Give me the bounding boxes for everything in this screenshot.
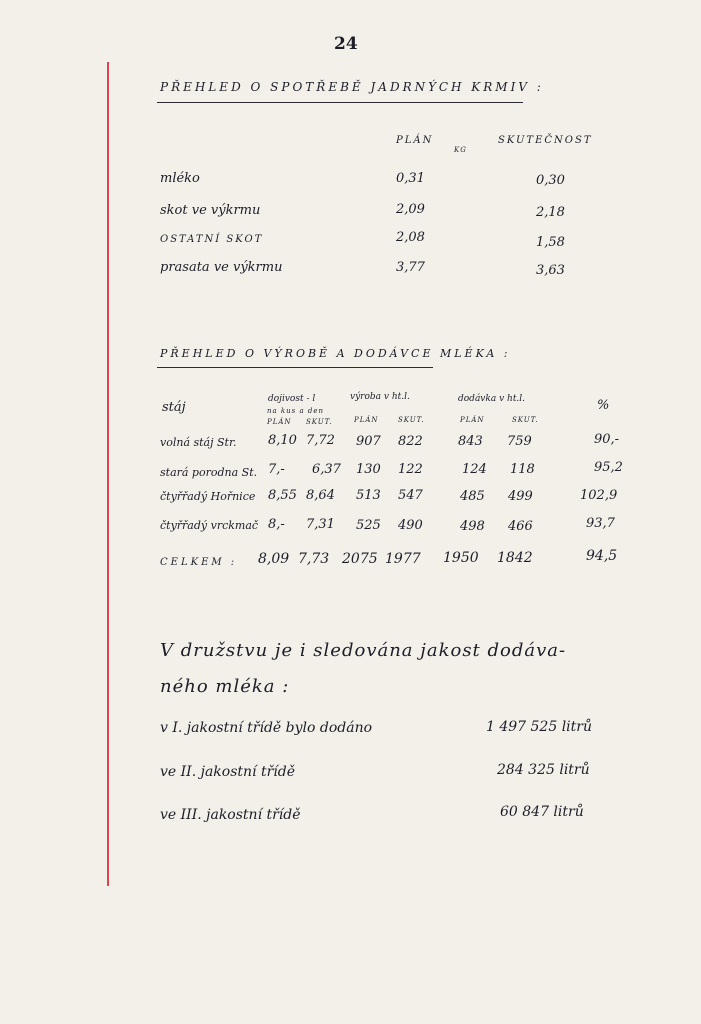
page-number: 24: [334, 34, 358, 54]
s2-cell: 525: [356, 518, 381, 533]
s2-row-label: čtyřřadý vrckmač: [160, 519, 259, 532]
s2-cell: 822: [398, 434, 423, 449]
s1-col-plan: PLÁN: [396, 135, 434, 146]
s1-row-label: prasata ve výkrmu: [160, 260, 283, 275]
s2-header-dodavka: dodávka v ht.l.: [458, 394, 526, 404]
s2-cell: 95,2: [594, 460, 623, 475]
s2-cell: 7,31: [306, 517, 335, 532]
s1-row-label: mléko: [160, 171, 200, 186]
s2-header-vyroba: výroba v ht.l.: [350, 392, 410, 402]
s3-item-value: 284 325 litrů: [497, 762, 590, 778]
s2-cell: 93,7: [586, 516, 615, 531]
s2-cell: 499: [508, 489, 533, 504]
s1-row-plan: 0,31: [396, 171, 425, 186]
s1-row-actual: 1,58: [536, 235, 565, 250]
s1-row-actual: 3,63: [536, 263, 565, 278]
s1-row-actual: 0,30: [536, 173, 565, 188]
s3-item-text: v I. jakostní třídě bylo dodáno: [160, 720, 373, 736]
s2-cell: 7,72: [306, 433, 335, 448]
s2-header-dojivost: dojivost - l: [268, 394, 316, 404]
s3-line1: V družstvu je i sledována jakost dodáva-: [160, 640, 567, 661]
s2-cell: 513: [356, 488, 381, 503]
s2-total-label: CELKEM :: [160, 557, 238, 568]
s1-row-label: OSTATNÍ SKOT: [160, 234, 264, 245]
s3-item-value: 60 847 litrů: [500, 804, 584, 820]
s2-subheader-skut: SKUT.: [306, 418, 333, 426]
section1-title: PŘEHLED O SPOTŘEBĚ JADRNÝCH KRMIV :: [160, 80, 544, 94]
s2-total-cell: 1977: [385, 551, 421, 567]
s2-total-cell: 7,73: [298, 551, 330, 567]
s2-cell: 759: [507, 434, 532, 449]
s2-subheader-plan: PLÁN: [267, 418, 292, 426]
s2-subheader-skut: SKUT.: [398, 416, 425, 424]
s2-row-label: čtyřřadý Hořnice: [160, 490, 256, 503]
s2-cell: 498: [460, 519, 485, 534]
s1-col-actual: SKUTEČNOST: [498, 135, 593, 146]
s2-row-label: volná stáj Str.: [160, 436, 237, 449]
s2-total-cell: 94,5: [586, 548, 618, 564]
s1-col-unit: KG: [454, 146, 467, 154]
s2-header-dojivost-sub: na kus a den: [267, 407, 325, 415]
s2-cell: 843: [458, 434, 483, 449]
s2-subheader-skut: SKUT.: [512, 416, 539, 424]
s1-row-plan: 2,09: [396, 202, 425, 217]
s2-subheader-plan: PLÁN: [460, 416, 485, 424]
s1-row-plan: 3,77: [396, 260, 425, 275]
s3-item-value: 1 497 525 litrů: [486, 719, 592, 735]
s2-total-cell: 8,09: [258, 551, 290, 567]
section2-title: PŘEHLED O VÝROBĚ A DODÁVCE MLÉKA :: [160, 347, 511, 360]
s1-row-label: skot ve výkrmu: [160, 203, 261, 218]
s3-item-text: ve II. jakostní třídě: [160, 764, 296, 780]
s2-cell: 118: [510, 462, 535, 477]
s2-cell: 485: [460, 489, 485, 504]
s3-line2: ného mléka :: [160, 676, 290, 697]
s2-cell: 907: [356, 434, 381, 449]
s2-cell: 102,9: [580, 488, 618, 503]
s2-subheader-plan: PLÁN: [354, 416, 379, 424]
section1-underline: [157, 102, 523, 103]
s1-row-plan: 2,08: [396, 230, 425, 245]
s2-cell: 130: [356, 462, 381, 477]
s2-total-cell: 1842: [497, 550, 533, 566]
s2-cell: 8,64: [306, 488, 335, 503]
red-margin-line: [107, 62, 109, 886]
s2-header-percent: %: [597, 398, 610, 413]
s2-cell: 8,-: [268, 517, 285, 532]
s2-cell: 8,10: [268, 433, 297, 448]
s2-cell: 7,-: [268, 462, 285, 477]
s2-cell: 124: [462, 462, 487, 477]
s2-cell: 90,-: [594, 432, 620, 447]
s2-header-staj: stáj: [162, 400, 186, 415]
s2-total-cell: 2075: [342, 551, 378, 567]
s2-cell: 466: [508, 519, 533, 534]
s2-row-label: stará porodna St.: [160, 466, 258, 479]
s2-cell: 547: [398, 488, 423, 503]
s2-cell: 122: [398, 462, 423, 477]
section2-underline: [157, 367, 433, 368]
s2-cell: 490: [398, 518, 423, 533]
s2-cell: 6,37: [312, 462, 341, 477]
s3-item-text: ve III. jakostní třídě: [160, 807, 301, 823]
s1-row-actual: 2,18: [536, 205, 565, 220]
s2-cell: 8,55: [268, 488, 297, 503]
s2-total-cell: 1950: [443, 550, 479, 566]
